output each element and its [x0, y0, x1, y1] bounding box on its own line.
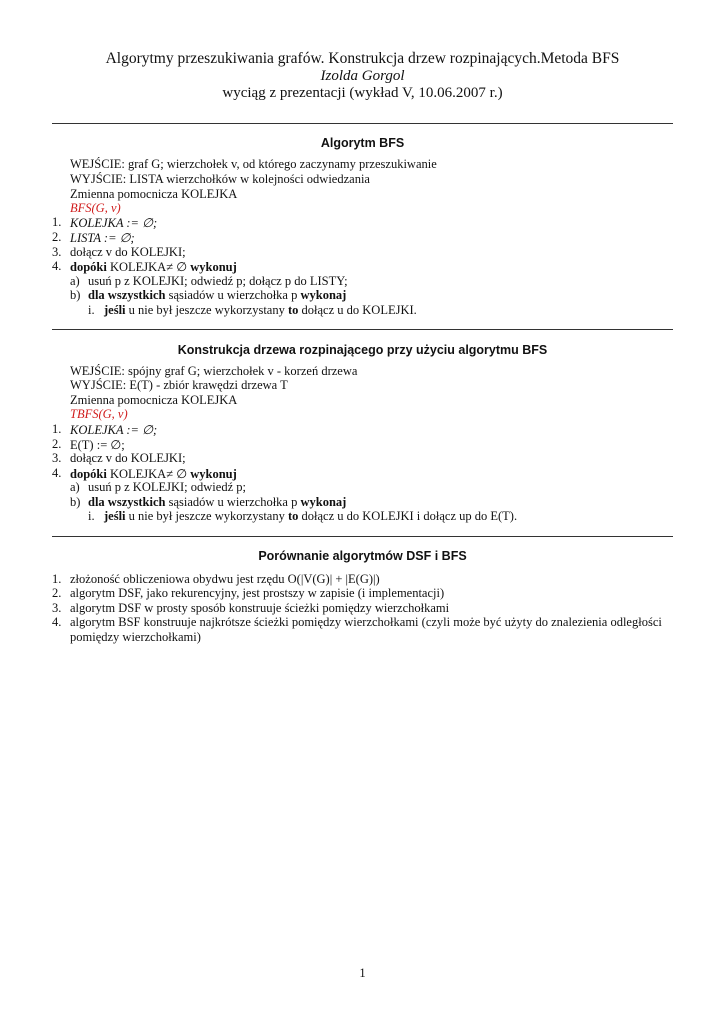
item-text: algorytm DSF w prosty sposób konstruuje ścieżki pomiędzy wierzchołkami	[70, 601, 450, 615]
bfs-procedure-name: BFS(G, v)	[70, 201, 121, 215]
author: Izolda Gorgol	[320, 68, 405, 84]
bfs-output: WYJŚCIE: LISTA wierzchołków w kolejności odwiedzania	[70, 172, 370, 186]
compare-item	[52, 572, 380, 587]
step-number: 3.	[52, 451, 62, 465]
substep-text: usuń p z KOLEJKI; odwiedź p;	[88, 480, 246, 494]
bfs-heading: Algorytm BFS	[320, 136, 405, 150]
subsubstep-label: i.	[88, 509, 95, 523]
bfs-substep	[70, 288, 347, 303]
step-text: KOLEJKA := ∅;	[70, 423, 158, 437]
tbfs-input: WEJŚCIE: spójny graf G; wierzchołek v - korzeń drzewa	[70, 364, 358, 378]
tbfs-step	[52, 451, 186, 466]
step-text: E(T) := ∅;	[70, 438, 125, 452]
step-number: 1.	[52, 215, 62, 229]
document-title: Algorytmy przeszukiwania grafów. Konstrukcja drzew rozpinających.Metoda BFS	[105, 50, 620, 67]
tbfs-step	[52, 422, 158, 437]
divider	[52, 536, 673, 537]
subsubstep-label: i.	[88, 303, 95, 317]
compare-item	[52, 586, 445, 601]
bfs-substep	[70, 274, 348, 289]
bfs-step	[52, 230, 135, 245]
tbfs-step	[52, 466, 237, 481]
bfs-helper: Zmienna pomocnicza KOLEJKA	[70, 187, 238, 201]
divider	[52, 329, 673, 330]
page-number: 1	[359, 966, 366, 980]
step-number: 2.	[52, 230, 62, 244]
item-text: pomiędzy wierzchołkami)	[70, 630, 201, 644]
item-text: algorytm BSF konstruuje najkrótsze ścieżki pomiędzy wierzchołkami (czyli może być użyty do znalezienia odległości	[70, 615, 662, 629]
bfs-step	[52, 215, 158, 230]
substep-label: b)	[70, 495, 81, 509]
step-number: 3.	[52, 245, 62, 259]
step-text: KOLEJKA := ∅;	[70, 216, 158, 230]
subtitle: wyciąg z prezentacji (wykład V, 10.06.2007 r.)	[222, 85, 503, 101]
step-text: LISTA := ∅;	[70, 231, 135, 245]
tbfs-procedure-name: TBFS(G, v)	[70, 407, 128, 421]
tbfs-subsubstep	[88, 509, 518, 524]
step-number: 4.	[52, 259, 62, 273]
divider	[52, 123, 673, 124]
compare-item	[52, 615, 662, 630]
bfs-step	[52, 259, 237, 274]
substep-text: dla wszystkich sąsiadów u wierzchołka p wykonaj	[88, 288, 347, 302]
substep-label: a)	[70, 480, 80, 494]
item-number: 2.	[52, 586, 62, 600]
step-text: dopóki KOLEJKA≠ ∅ wykonuj	[70, 467, 237, 481]
compare-heading: Porównanie algorytmów DSF i BFS	[258, 549, 467, 563]
step-text: dołącz v do KOLEJKI;	[70, 245, 186, 259]
step-number: 2.	[52, 437, 62, 451]
tbfs-step	[52, 437, 125, 452]
item-number: 4.	[52, 615, 62, 629]
item-number: 3.	[52, 601, 62, 615]
bfs-input: WEJŚCIE: graf G; wierzchołek v, od którego zaczynamy przeszukiwanie	[70, 157, 437, 171]
step-number: 1.	[52, 422, 62, 436]
substep-label: a)	[70, 274, 80, 288]
item-text: algorytm DSF, jako rekurencyjny, jest prostszy w zapisie (i implementacji)	[70, 586, 445, 600]
subsubstep-text: jeśli u nie był jeszcze wykorzystany to dołącz u do KOLEJKI i dołącz up do E(T).	[104, 509, 518, 523]
subsubstep-text: jeśli u nie był jeszcze wykorzystany to dołącz u do KOLEJKI.	[104, 303, 417, 317]
substep-text: usuń p z KOLEJKI; odwiedź p; dołącz p do LISTY;	[88, 274, 348, 288]
step-number: 4.	[52, 466, 62, 480]
step-text: dołącz v do KOLEJKI;	[70, 451, 186, 465]
tbfs-helper: Zmienna pomocnicza KOLEJKA	[70, 393, 238, 407]
tbfs-substep	[70, 495, 347, 510]
tbfs-heading: Konstrukcja drzewa rozpinającego przy użyciu algorytmu BFS	[177, 343, 548, 357]
item-number: 1.	[52, 572, 62, 586]
substep-label: b)	[70, 288, 81, 302]
bfs-step	[52, 245, 186, 260]
tbfs-output: WYJŚCIE: E(T) - zbiór krawędzi drzewa T	[70, 378, 288, 392]
bfs-subsubstep	[88, 303, 417, 318]
step-text: dopóki KOLEJKA≠ ∅ wykonuj	[70, 260, 237, 274]
item-text: złożoność obliczeniowa obydwu jest rzędu O(|V(G)| + |E(G)|)	[70, 572, 380, 586]
tbfs-substep	[70, 480, 246, 495]
substep-text: dla wszystkich sąsiadów u wierzchołka p wykonaj	[88, 495, 347, 509]
compare-item	[52, 601, 450, 616]
